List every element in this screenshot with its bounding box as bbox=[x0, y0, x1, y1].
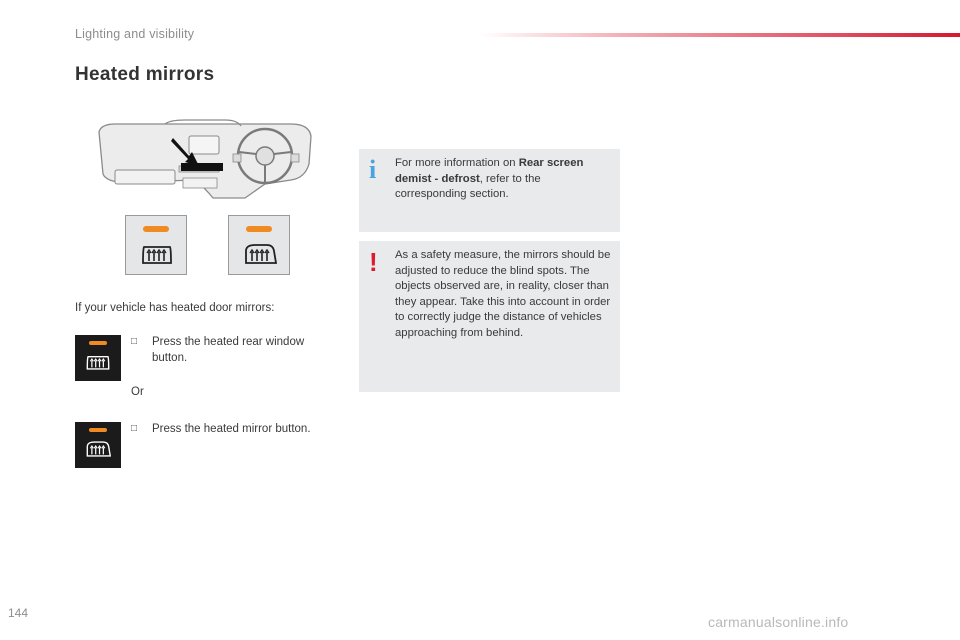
section-label: Lighting and visibility bbox=[75, 27, 195, 41]
rear-window-demist-icon bbox=[140, 241, 174, 267]
heated-mirror-icon bbox=[243, 241, 277, 267]
page-number: 144 bbox=[8, 606, 29, 620]
info-note-link-text: Rear screen demist - defrost bbox=[395, 157, 584, 185]
warning-note bbox=[359, 241, 620, 392]
indicator-lamp bbox=[143, 226, 169, 232]
info-note bbox=[359, 149, 620, 232]
heated-mirror-button-illustration bbox=[228, 215, 290, 275]
page-title: Heated mirrors bbox=[75, 64, 215, 85]
rear-window-demist-button-illustration bbox=[125, 215, 187, 275]
heated-mirror-icon bbox=[85, 438, 111, 460]
info-icon: i bbox=[369, 155, 377, 184]
rear-window-demist-icon bbox=[85, 351, 111, 373]
indicator-lamp bbox=[89, 428, 107, 432]
heated-mirror-button bbox=[75, 422, 121, 468]
info-note-text bbox=[395, 156, 600, 203]
dashboard-illustration bbox=[95, 118, 315, 212]
header-accent-bar bbox=[480, 33, 960, 37]
indicator-lamp bbox=[246, 226, 272, 232]
rear-window-demist-button bbox=[75, 335, 121, 381]
watermark: carmanualsonline.info bbox=[708, 614, 849, 630]
indicator-lamp bbox=[89, 341, 107, 345]
warning-note-text: As a safety measure, the mirrors should be adjusted to reduce the blind spots. The objects observed are, in reality, closer than they appear. Take this into account in order to correctly judge the distance of vehicles approaching from behind. bbox=[395, 249, 611, 339]
step-bullet-icon: □ bbox=[131, 423, 138, 434]
or-separator: Or bbox=[131, 386, 144, 398]
info-note-text-part: For more information on bbox=[395, 157, 519, 169]
warning-icon: ! bbox=[369, 247, 378, 277]
step-bullet-icon: □ bbox=[131, 336, 138, 347]
step-1-text: Press the heated rear window button. bbox=[152, 336, 305, 364]
intro-text: If your vehicle has heated door mirrors: bbox=[75, 302, 275, 314]
info-note-text-part: , refer to the corresponding section. bbox=[395, 172, 541, 200]
step-2-text: Press the heated mirror button. bbox=[152, 423, 311, 435]
